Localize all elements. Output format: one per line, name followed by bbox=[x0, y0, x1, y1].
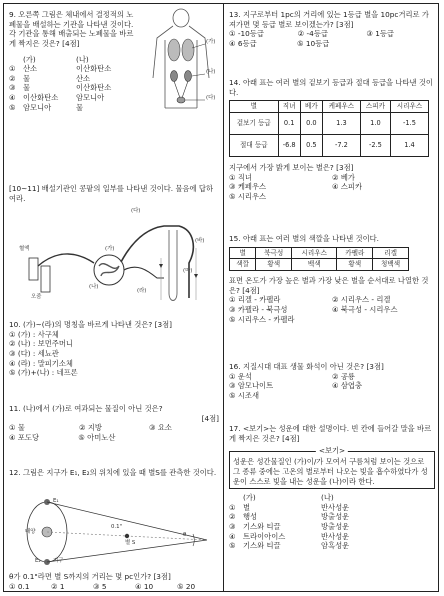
q14-header-2: 베가 bbox=[300, 101, 322, 113]
q17-option-5[interactable]: ⑤ 기스와 티끌 암흑성운 bbox=[229, 541, 350, 551]
nephron-figure bbox=[19, 208, 209, 308]
exam-page bbox=[3, 3, 439, 592]
q12-question-text: θ가 0.1"라면 별 S까지의 거리는 몇 pc인가? [3점] bbox=[9, 572, 171, 581]
q14-header-3: 케페우스 bbox=[322, 101, 360, 113]
q17-option-2[interactable]: ② 행성 방출성운 bbox=[229, 512, 350, 522]
q16-number: 16. bbox=[229, 362, 241, 371]
q10-option-4[interactable]: ④ (라) : 말피기소체 bbox=[9, 358, 73, 368]
q9-number: 9. bbox=[9, 10, 16, 19]
q9-option-2[interactable]: ② 물 산소 bbox=[9, 73, 91, 83]
q17-header-a: (가) bbox=[243, 493, 256, 503]
q11-option-1[interactable]: ① 물 bbox=[9, 423, 25, 433]
q16-option-2[interactable]: ② 공룡 bbox=[332, 371, 355, 381]
q13-option-4[interactable]: ④ 6등급 bbox=[229, 38, 257, 48]
table-cell: 황색 bbox=[337, 259, 373, 271]
q15-number: 15. bbox=[229, 234, 241, 243]
q14-question: 지구에서 가장 밝게 보이는 별은? [3점] bbox=[229, 162, 354, 172]
q12-number: 12. bbox=[9, 468, 21, 477]
q17-header-b: (나) bbox=[321, 493, 334, 503]
nephron-label-blood: 혈액 bbox=[19, 246, 30, 252]
question-13 bbox=[229, 10, 435, 49]
parallax-label-e1: E₁ bbox=[53, 498, 59, 504]
q15-option-1[interactable]: ① 리겔 - 카펠라 bbox=[229, 295, 281, 305]
q10-text: (가)~(라)의 명칭을 바르게 나타낸 것은? [3점] bbox=[22, 320, 172, 329]
q14-header-1: 직녀 bbox=[278, 101, 300, 113]
nephron-label-ra: (라) bbox=[137, 288, 147, 294]
parallax-label-theta: θ bbox=[183, 532, 187, 538]
table-cell: 1.4 bbox=[390, 134, 428, 156]
table-cell: -6.8 bbox=[278, 134, 300, 156]
q14-row-absolute-label: 절대 등급 bbox=[230, 134, 279, 156]
q16-option-3[interactable]: ③ 암모나이트 bbox=[229, 381, 274, 391]
q15-question: 표면 온도가 가장 높은 별과 가장 낮은 별을 순서대로 나열한 것은? [4점] bbox=[229, 276, 429, 295]
body-label-b: (나) bbox=[206, 69, 216, 75]
q10-11-intro bbox=[9, 184, 219, 203]
nephron-label-ma: (마) bbox=[183, 268, 193, 274]
q9-option-4[interactable]: ④ 이산화탄소 암모니아 bbox=[9, 93, 105, 102]
table-cell: 색깔 bbox=[230, 259, 256, 271]
q11-option-3[interactable]: ③ 요소 bbox=[149, 423, 172, 433]
q13-option-5[interactable]: ⑤ 10등급 bbox=[296, 38, 330, 48]
nephron-label-da: (다) bbox=[131, 208, 141, 214]
question-10 bbox=[9, 320, 219, 378]
q11-number: 11. bbox=[9, 404, 21, 413]
parallax-illustration bbox=[17, 496, 217, 568]
table-cell: 0.5 bbox=[300, 134, 322, 156]
q15-option-2[interactable]: ② 시리우스 - 리겔 bbox=[332, 295, 391, 305]
q17-example-box bbox=[229, 446, 435, 489]
q13-text: 지구로부터 1pc의 거리에 있는 1등급 별을 10pc거리로 가져가면 몇 등급 별로 보이겠는가? [3점] bbox=[229, 10, 429, 29]
parallax-label-star: 별 S bbox=[125, 540, 136, 546]
question-14 bbox=[229, 78, 435, 201]
table-cell: 시리우스 bbox=[292, 247, 337, 259]
q9-option-3[interactable]: ③ 물 이산화탄소 bbox=[9, 83, 112, 93]
table-cell: 북극성 bbox=[256, 247, 292, 259]
q11-text: (나)에서 (가)로 여과되는 물질이 아닌 것은? bbox=[22, 404, 163, 413]
q17-option-3[interactable]: ③ 기스와 티끌 방출성운 bbox=[229, 522, 350, 531]
parallax-label-angle-value: 0.1" bbox=[111, 524, 123, 530]
table-cell: -7.2 bbox=[322, 134, 360, 156]
table-cell: 청백색 bbox=[373, 259, 409, 271]
column-divider bbox=[223, 4, 224, 591]
q14-header-4: 스피카 bbox=[360, 101, 390, 113]
q12-option-2[interactable]: ② 1 bbox=[51, 581, 65, 591]
q12-text: 그림은 지구가 E₁, E₂의 위치에 있을 때 별S를 관측한 것이다. bbox=[22, 468, 217, 477]
q14-row-apparent-label: 겉보기 등급 bbox=[230, 112, 279, 134]
table-cell: 별 bbox=[230, 247, 256, 259]
question-16 bbox=[229, 362, 435, 401]
q12-option-3[interactable]: ③ 5 bbox=[93, 581, 107, 591]
nephron-label-na: (나) bbox=[89, 284, 99, 290]
q13-option-3[interactable]: ③ 1등급 bbox=[366, 29, 394, 39]
q14-header-star: 별 bbox=[230, 101, 279, 113]
q11-option-2[interactable]: ② 지방 bbox=[79, 423, 102, 433]
q12-option-1[interactable]: ① 0.1 bbox=[9, 581, 30, 591]
q10-option-3[interactable]: ③ (다) : 세뇨관 bbox=[9, 348, 59, 358]
parallax-figure bbox=[17, 496, 217, 568]
q17-box-title: <보기> bbox=[316, 446, 348, 456]
q13-option-2[interactable]: ② -4등급 bbox=[297, 29, 328, 39]
q12-option-4[interactable]: ④ 10 bbox=[135, 581, 154, 591]
q17-text: <보기>는 성운에 대한 설명이다. 빈 칸에 들어갈 말을 바르게 짝지은 것은? [4점] bbox=[229, 424, 432, 443]
q14-option-5[interactable]: ⑤ 시리우스 bbox=[229, 191, 267, 201]
q9-header-b: (나) bbox=[76, 54, 89, 64]
q14-header-5: 시리우스 bbox=[390, 101, 428, 113]
table-cell: 0.1 bbox=[278, 112, 300, 134]
table-cell: 황색 bbox=[256, 259, 292, 271]
q16-option-4[interactable]: ④ 삼엽충 bbox=[332, 381, 363, 391]
q16-option-5[interactable]: ⑤ 시조새 bbox=[229, 390, 260, 400]
question-12 bbox=[9, 468, 219, 478]
parallax-label-earth: 지구 bbox=[53, 558, 64, 564]
q10-option-2[interactable]: ② (나) : 보먼주머니 bbox=[9, 339, 73, 349]
q11-option-4[interactable]: ④ 포도당 bbox=[9, 432, 40, 442]
q9-option-1[interactable]: ① 산소 이산화탄소 bbox=[9, 64, 112, 74]
q16-option-1[interactable]: ① 운석 bbox=[229, 371, 252, 381]
parallax-label-e2: E₂ bbox=[35, 558, 41, 564]
q15-text: 아래 표는 여러 별의 색깔을 나타낸 것이다. bbox=[242, 234, 380, 243]
table-cell: 백색 bbox=[292, 259, 337, 271]
q10-option-1[interactable]: ① (가) : 사구체 bbox=[9, 329, 59, 339]
q12-option-5[interactable]: ⑤ 20 bbox=[177, 581, 196, 591]
q9-option-5[interactable]: ⑤ 암모니아 물 bbox=[9, 102, 84, 112]
q14-magnitude-table bbox=[229, 100, 429, 157]
nephron-label-ba: (바) bbox=[195, 238, 205, 244]
body-label-c: (다) bbox=[206, 95, 216, 101]
nephron-label-ga: (가) bbox=[105, 246, 115, 252]
q15-option-5[interactable]: ⑤ 시리우스 - 카펠라 bbox=[229, 314, 295, 324]
q10-11-intro-text: [10~11] 배설기관인 콩팥의 일부를 나타낸 것이다. 물음에 답하여라. bbox=[9, 184, 214, 203]
q14-option-3[interactable]: ③ 케페우스 bbox=[229, 182, 267, 192]
q12-question bbox=[9, 572, 219, 591]
body-organs-figure bbox=[143, 8, 219, 118]
q11-marks: [4점] bbox=[201, 413, 219, 423]
question-11 bbox=[9, 404, 219, 443]
q17-box-text: 성운은 성간물질인 (가)이/가 모여서 구름처럼 보이는 것으로 그 종류 중에는 고온의 별로부터 나오는 빛을 흡수하였다가 성운이 스스로 빛을 내는 성운을 (나)이라 한다. bbox=[233, 457, 428, 486]
q10-option-5[interactable]: ⑤ (가)+(나) : 네프론 bbox=[9, 368, 78, 378]
q14-number: 14. bbox=[229, 78, 241, 87]
q14-option-4[interactable]: ④ 스피카 bbox=[332, 182, 363, 192]
q14-text: 아래 표는 여러 별의 겉보기 등급과 절대 등급을 나타낸 것이다. bbox=[229, 78, 433, 97]
q17-option-1[interactable]: ① 별 반사성운 bbox=[229, 502, 350, 512]
q9-header-a: (가) bbox=[23, 54, 36, 64]
q17-option-4[interactable]: ④ 트라이아이스 반사성운 bbox=[229, 531, 350, 541]
q17-answer-table bbox=[229, 493, 399, 551]
table-cell: -1.5 bbox=[390, 112, 428, 134]
q11-option-5[interactable]: ⑤ 아미노산 bbox=[78, 432, 116, 442]
q10-number: 10. bbox=[9, 320, 21, 329]
nephron-label-urine: 오줌 bbox=[31, 294, 42, 300]
table-cell: 카펠라 bbox=[337, 247, 373, 259]
table-cell: 0.0 bbox=[300, 112, 322, 134]
q16-text: 지질시대 대표 생물 화석이 아닌 것은? [3점] bbox=[242, 362, 384, 371]
q17-number: 17. bbox=[229, 424, 241, 433]
q9-text: 오른쪽 그림은 체내에서 결정적의 노폐물을 배설하는 기관을 나타낸 것이다. 각 기관을 통해 배출되는 노폐물을 바르게 짝지은 것은? [4점] bbox=[9, 10, 134, 48]
table-cell: 리겔 bbox=[373, 247, 409, 259]
question-15 bbox=[229, 234, 435, 324]
q13-number: 13. bbox=[229, 10, 241, 19]
table-cell: -2.5 bbox=[360, 134, 390, 156]
q15-color-table bbox=[229, 247, 409, 271]
parallax-label-sun: 태양 bbox=[25, 529, 36, 535]
q9-answer-table bbox=[9, 55, 129, 113]
q13-option-1[interactable]: ① -10등급 bbox=[229, 29, 264, 39]
table-cell: 1.3 bbox=[322, 112, 360, 134]
q15-option-3[interactable]: ③ 카펠라 - 북극성 bbox=[229, 304, 288, 314]
nephron-illustration bbox=[19, 208, 209, 308]
q14-option-1[interactable]: ① 직녀 bbox=[229, 172, 252, 182]
body-label-a: (가) bbox=[206, 39, 216, 45]
q14-option-2[interactable]: ② 베가 bbox=[332, 172, 355, 182]
q15-option-4[interactable]: ④ 북극성 - 시리우스 bbox=[332, 304, 398, 314]
question-17 bbox=[229, 424, 435, 551]
table-cell: 1.0 bbox=[360, 112, 390, 134]
